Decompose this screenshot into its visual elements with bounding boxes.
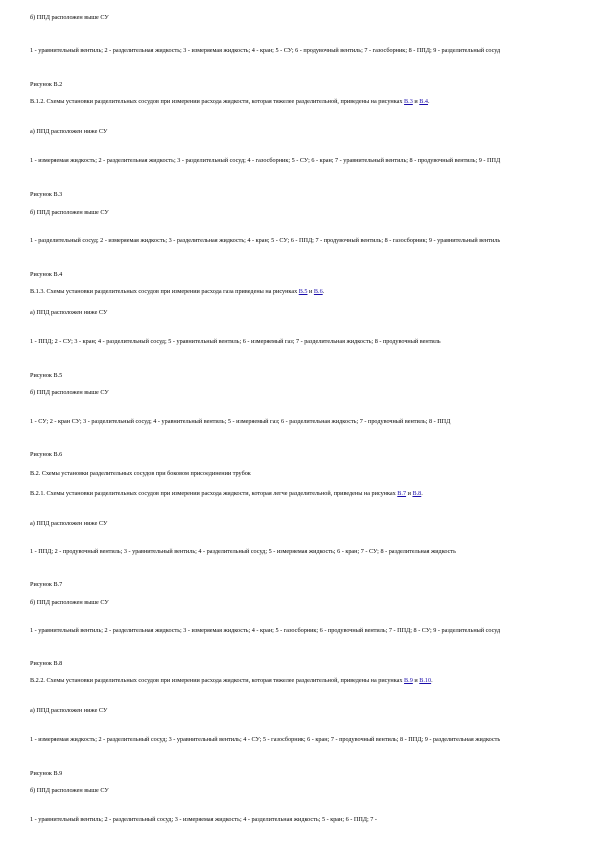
- section-heading: В.2. Схемы установки разделительных сосудов при боковом присоединении трубок: [30, 470, 251, 477]
- paragraph-with-links: В.1.2. Схемы установки разделительных сосудов при измерении расхода жидкости, которая тяжелее разделительной, приведены на рисунках В.3 и В.4.: [30, 98, 430, 105]
- figure-legend: 1 - измеряемая жидкость; 2 - разделительная жидкость; 3 - разделительный сосуд; 4 - газосборник; 5 - СУ; 6 - кран; 7 - уравнительный вентиль; 8 - продувочный вентиль; 9 - ППД: [30, 157, 501, 164]
- subcaption: а) ППД расположен ниже СУ: [30, 309, 108, 316]
- figure-link[interactable]: В.5: [298, 288, 308, 295]
- figure-legend: 1 - ППД; 2 - продувочный вентиль; 3 - уравнительный вентиль; 4 - разделительный сосуд; 5 - измеряемая жидкость; 6 - кран; 7 - СУ; 8 - разделительная жидкость: [30, 548, 456, 555]
- figure-legend: 1 - уравнительный вентиль; 2 - разделительная жидкость; 3 - измеряемая жидкость; 4 - кран; 5 - СУ; 6 - продувочный вентиль; 7 - газосборник; 8 - ППД; 9 - разделительный сосуд: [30, 47, 501, 54]
- subcaption: б) ППД расположен выше СУ: [30, 14, 109, 21]
- figure-link[interactable]: В.6: [313, 288, 323, 295]
- figure-caption: Рисунок В.5: [30, 372, 63, 379]
- figure-caption: Рисунок В.9: [30, 770, 63, 777]
- figure-legend: 1 - уравнительный вентиль; 2 - разделительный сосуд; 3 - измеряемая жидкость; 4 - разделительная жидкость; 5 - кран; 6 - ППД; 7 -: [30, 816, 377, 823]
- paragraph-with-links: В.1.3. Схемы установки разделительных сосудов при измерении расхода газа приведены на рисунках В.5 и В.6.: [30, 288, 325, 295]
- figure-legend: 1 - уравнительный вентиль; 2 - разделительная жидкость; 3 - измеряемая жидкость; 4 - кран; 5 - газосборник; 6 - продувочный вентиль; 7 - ППД; 8 - СУ; 9 - разделительный сосуд: [30, 627, 501, 634]
- subcaption: а) ППД расположен ниже СУ: [30, 707, 108, 714]
- subcaption: б) ППД расположен выше СУ: [30, 599, 109, 606]
- paragraph-with-links: В.2.2. Схемы установки разделительных сосудов при измерении расхода жидкости, которая тяжелее разделительной, приведены на рисунках В.9 и В.10.: [30, 677, 433, 684]
- figure-caption: Рисунок В.4: [30, 271, 63, 278]
- figure-legend: 1 - измеряемая жидкость; 2 - разделительный сосуд; 3 - уравнительный вентиль; 4 - СУ; 5 - газосборник; 6 - кран; 7 - продувочный вентиль; 8 - ППД; 9 - разделительная жидкость: [30, 736, 501, 743]
- figure-caption: Рисунок В.8: [30, 660, 63, 667]
- figure-link[interactable]: В.9: [404, 677, 413, 684]
- figure-caption: Рисунок В.7: [30, 581, 63, 588]
- figure-legend: 1 - ППД; 2 - СУ; 3 - кран; 4 - разделительный сосуд; 5 - уравнительный вентиль; 6 - измеряемый газ; 7 - разделительная жидкость; 8 - продувочный вентиль: [30, 338, 441, 345]
- subcaption: а) ППД расположен ниже СУ: [30, 128, 108, 135]
- subcaption: б) ППД расположен выше СУ: [30, 787, 109, 794]
- figure-link[interactable]: В.3: [404, 98, 413, 105]
- figure-caption: Рисунок В.3: [30, 191, 63, 198]
- figure-link[interactable]: В.8: [412, 490, 422, 497]
- subcaption: а) ППД расположен ниже СУ: [30, 520, 108, 527]
- subcaption: б) ППД расположен выше СУ: [30, 209, 109, 216]
- figure-caption: Рисунок В.6: [30, 451, 63, 458]
- paragraph-with-links: В.2.1. Схемы установки разделительных сосудов при измерении расхода жидкости, которая легче разделительной, приведены на рисунках В.7 и В.8.: [30, 490, 423, 497]
- figure-legend: 1 - разделительный сосуд; 2 - измеряемая жидкость; 3 - разделительная жидкость; 4 - кран; 5 - СУ; 6 - ППД; 7 - продувочный вентиль; 8 - газосборник; 9 - уравнительный вентиль: [30, 237, 501, 244]
- figure-legend: 1 - СУ; 2 - кран СУ; 3 - разделительный сосуд; 4 - уравнительный вентиль; 5 - измеряемый газ; 6 - разделительная жидкость; 7 - продувочный вентиль; 8 - ППД: [30, 418, 451, 425]
- figure-caption: Рисунок В.2: [30, 81, 63, 88]
- figure-link[interactable]: В.4: [419, 98, 429, 105]
- subcaption: б) ППД расположен выше СУ: [30, 389, 109, 396]
- figure-link[interactable]: В.7: [397, 490, 407, 497]
- figure-link[interactable]: В.10: [419, 677, 432, 684]
